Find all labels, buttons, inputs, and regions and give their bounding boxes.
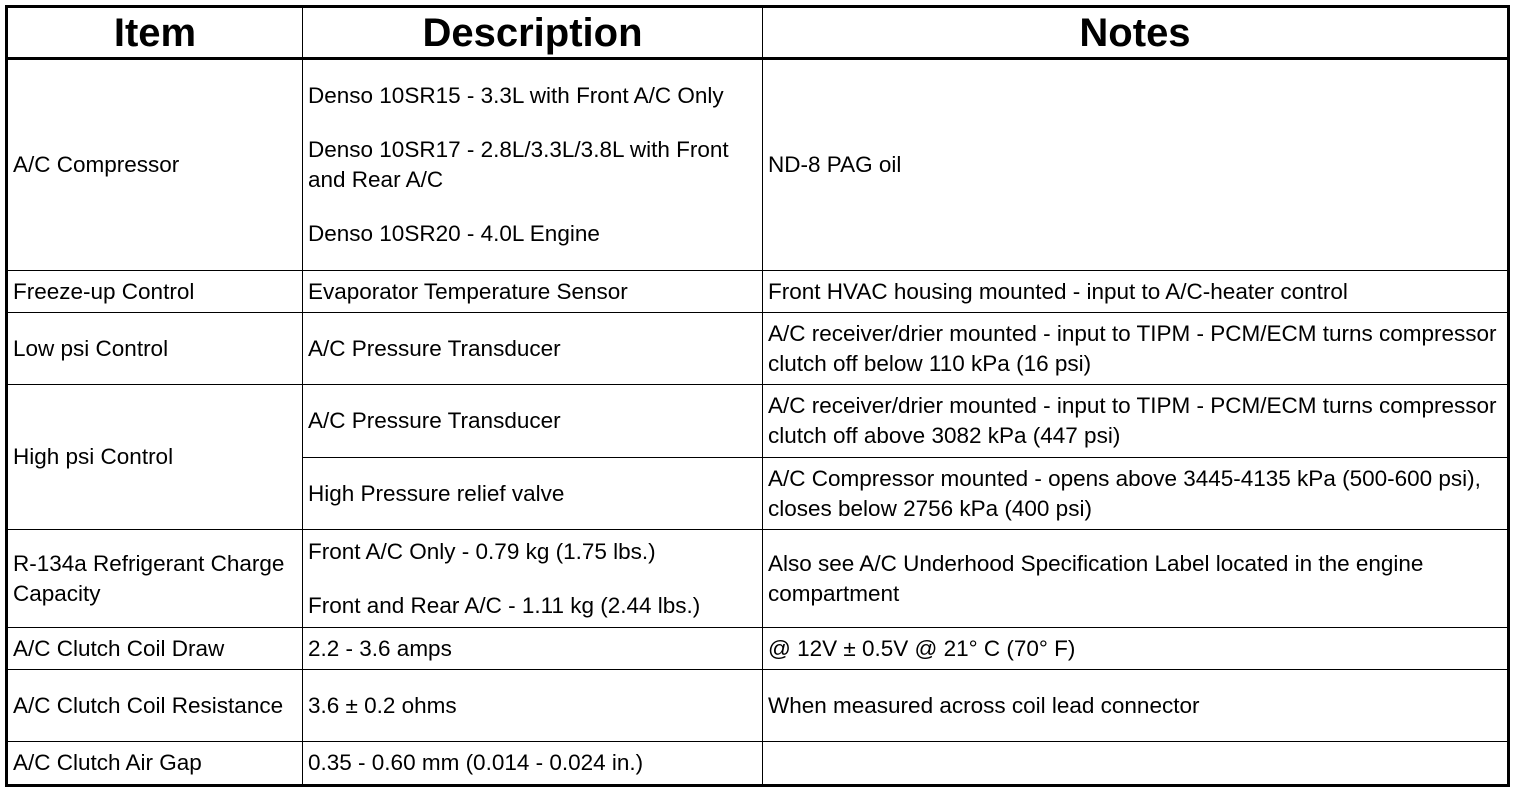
description-cell	[303, 59, 763, 271]
notes-cell: Also see A/C Underhood Specification Label located in the engine compartment	[763, 530, 1509, 628]
table-row-high-psi	[7, 385, 1509, 458]
item-cell: Freeze-up Control	[7, 271, 303, 313]
header-notes: Notes	[763, 7, 1509, 59]
description-cell: A/C Pressure Transducer	[303, 385, 763, 458]
table-row-clutch-resistance	[7, 670, 1509, 742]
notes-cell	[763, 742, 1509, 786]
description-line: Denso 10SR17 - 2.8L/3.3L/3.8L with Front and Rear A/C	[308, 137, 729, 192]
description-cell: 2.2 - 3.6 amps	[303, 628, 763, 670]
specifications-table	[5, 5, 1510, 787]
header-item: Item	[7, 7, 303, 59]
header-description: Description	[303, 7, 763, 59]
table-row-refrigerant	[7, 530, 1509, 628]
item-cell: A/C Clutch Air Gap	[7, 742, 303, 786]
notes-cell: A/C receiver/drier mounted - input to TIPM - PCM/ECM turns compressor clutch off above 3082 kPa (447 psi)	[763, 385, 1509, 458]
description-cell	[303, 530, 763, 628]
header-row	[7, 7, 1509, 59]
table-row-low-psi	[7, 313, 1509, 385]
table-row-freeze-up	[7, 271, 1509, 313]
description-line: Front and Rear A/C - 1.11 kg (2.44 lbs.)	[308, 592, 701, 618]
table-row-air-gap	[7, 742, 1509, 786]
item-cell: Low psi Control	[7, 313, 303, 385]
item-cell: A/C Clutch Coil Draw	[7, 628, 303, 670]
description-cell: 0.35 - 0.60 mm (0.014 - 0.024 in.)	[303, 742, 763, 786]
description-cell: 3.6 ± 0.2 ohms	[303, 670, 763, 742]
description-line: Denso 10SR20 - 4.0L Engine	[308, 221, 600, 246]
notes-cell: A/C receiver/drier mounted - input to TIPM - PCM/ECM turns compressor clutch off below 110 kPa (16 psi)	[763, 313, 1509, 385]
table-row-compressor	[7, 59, 1509, 271]
notes-cell: @ 12V ± 0.5V @ 21° C (70° F)	[763, 628, 1509, 670]
item-cell: R-134a Refrigerant Charge Capacity	[7, 530, 303, 628]
description-line: Front A/C Only - 0.79 kg (1.75 lbs.)	[308, 538, 656, 564]
notes-cell: Front HVAC housing mounted - input to A/C-heater control	[763, 271, 1509, 313]
notes-cell: ND-8 PAG oil	[763, 59, 1509, 271]
notes-cell: When measured across coil lead connector	[763, 670, 1509, 742]
description-cell: Evaporator Temperature Sensor	[303, 271, 763, 313]
description-cell: High Pressure relief valve	[303, 458, 763, 530]
description-cell: A/C Pressure Transducer	[303, 313, 763, 385]
item-cell: A/C Clutch Coil Resistance	[7, 670, 303, 742]
description-line: Denso 10SR15 - 3.3L with Front A/C Only	[308, 83, 724, 108]
notes-cell: A/C Compressor mounted - opens above 3445-4135 kPa (500-600 psi), closes below 2756 kPa (400 psi)	[763, 458, 1509, 530]
table-row-clutch-draw	[7, 628, 1509, 670]
item-cell: A/C Compressor	[7, 59, 303, 271]
item-cell: High psi Control	[7, 385, 303, 530]
